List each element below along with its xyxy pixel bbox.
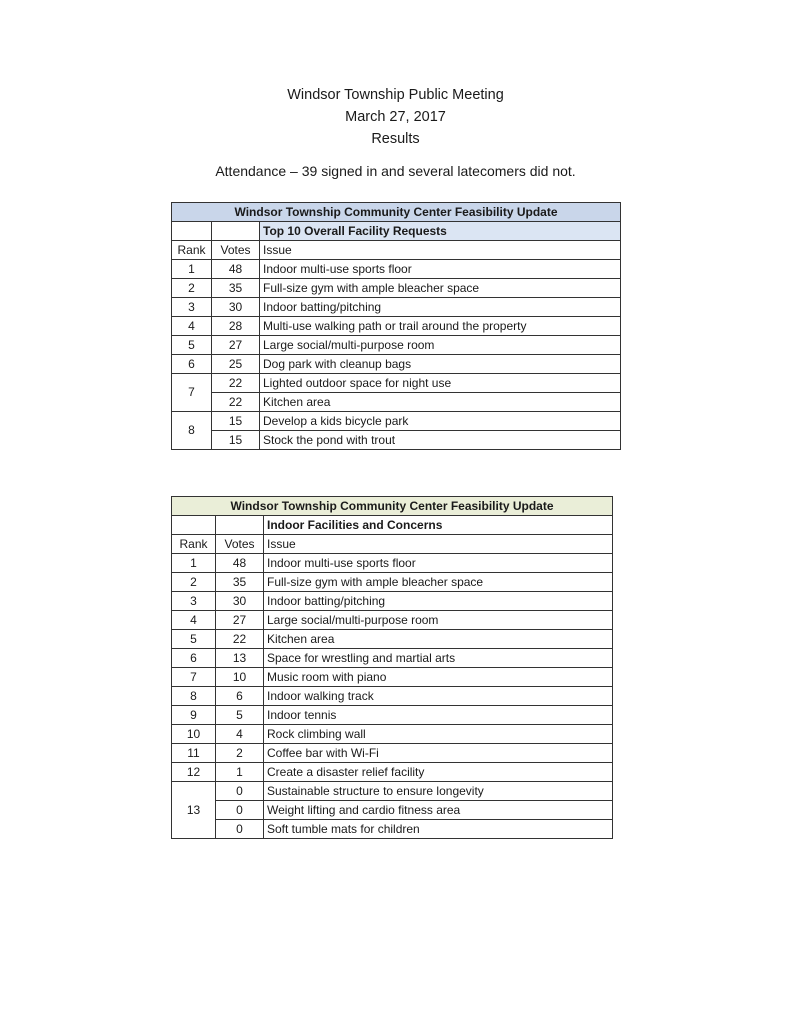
table-row	[172, 744, 613, 763]
issue-cell: Sustainable structure to ensure longevity	[264, 782, 613, 801]
issue-cell: Kitchen area	[260, 393, 621, 412]
table-row	[172, 592, 613, 611]
votes-cell: 0	[216, 801, 264, 820]
table-subtitle-row	[172, 516, 613, 535]
rank-cell: 4	[172, 317, 212, 336]
votes-cell: 2	[216, 744, 264, 763]
votes-cell: 1	[216, 763, 264, 782]
issue-cell: Indoor walking track	[264, 687, 613, 706]
column-header-rank: Rank	[172, 535, 216, 554]
column-header-votes: Votes	[212, 241, 260, 260]
votes-cell: 27	[216, 611, 264, 630]
rank-cell: 7	[172, 668, 216, 687]
rank-cell: 8	[172, 412, 212, 450]
issue-cell: Soft tumble mats for children	[264, 820, 613, 839]
rank-cell: 9	[172, 706, 216, 725]
top-10-requests-table	[171, 202, 621, 450]
issue-cell: Indoor batting/pitching	[260, 298, 621, 317]
table-row	[172, 393, 621, 412]
table-row	[172, 412, 621, 431]
votes-cell: 22	[212, 393, 260, 412]
rank-cell: 1	[172, 554, 216, 573]
table-row	[172, 554, 613, 573]
issue-cell: Large social/multi-purpose room	[264, 611, 613, 630]
votes-cell: 30	[212, 298, 260, 317]
column-header-rank: Rank	[172, 241, 212, 260]
column-header-issue: Issue	[264, 535, 613, 554]
issue-cell: Full-size gym with ample bleacher space	[260, 279, 621, 298]
votes-cell: 10	[216, 668, 264, 687]
table-row	[172, 611, 613, 630]
rank-cell: 13	[172, 782, 216, 839]
issue-cell: Lighted outdoor space for night use	[260, 374, 621, 393]
rank-cell: 5	[172, 336, 212, 355]
table-title-row	[172, 203, 621, 222]
table-row	[172, 706, 613, 725]
issue-cell: Indoor tennis	[264, 706, 613, 725]
rank-cell: 5	[172, 630, 216, 649]
table-subtitle-row	[172, 222, 621, 241]
empty-cell	[172, 222, 212, 241]
rank-cell: 12	[172, 763, 216, 782]
table-row	[172, 573, 613, 592]
issue-cell: Create a disaster relief facility	[264, 763, 613, 782]
issue-cell: Indoor batting/pitching	[264, 592, 613, 611]
votes-cell: 30	[216, 592, 264, 611]
empty-cell	[172, 516, 216, 535]
issue-cell: Music room with piano	[264, 668, 613, 687]
table-header-row	[172, 535, 613, 554]
table-row	[172, 431, 621, 450]
issue-cell: Kitchen area	[264, 630, 613, 649]
column-header-issue: Issue	[260, 241, 621, 260]
issue-cell: Weight lifting and cardio fitness area	[264, 801, 613, 820]
rank-cell: 1	[172, 260, 212, 279]
document-header	[0, 84, 791, 150]
issue-cell: Dog park with cleanup bags	[260, 355, 621, 374]
issue-cell: Multi-use walking path or trail around the property	[260, 317, 621, 336]
rank-cell: 8	[172, 687, 216, 706]
table-title: Windsor Township Community Center Feasibility Update	[172, 497, 613, 516]
rank-cell: 6	[172, 355, 212, 374]
rank-cell: 3	[172, 592, 216, 611]
table-row	[172, 355, 621, 374]
votes-cell: 48	[216, 554, 264, 573]
rank-cell: 3	[172, 298, 212, 317]
issue-cell: Stock the pond with trout	[260, 431, 621, 450]
issue-cell: Develop a kids bicycle park	[260, 412, 621, 431]
votes-cell: 25	[212, 355, 260, 374]
rank-cell: 10	[172, 725, 216, 744]
votes-cell: 6	[216, 687, 264, 706]
meeting-title: Windsor Township Public Meeting	[287, 87, 504, 103]
issue-cell: Indoor multi-use sports floor	[260, 260, 621, 279]
rank-cell: 11	[172, 744, 216, 763]
table-title-row	[172, 497, 613, 516]
issue-cell: Rock climbing wall	[264, 725, 613, 744]
issue-cell: Large social/multi-purpose room	[260, 336, 621, 355]
votes-cell: 5	[216, 706, 264, 725]
rank-cell: 7	[172, 374, 212, 412]
votes-cell: 13	[216, 649, 264, 668]
table-row	[172, 317, 621, 336]
votes-cell: 0	[216, 782, 264, 801]
table-row	[172, 649, 613, 668]
votes-cell: 15	[212, 412, 260, 431]
table-header-row	[172, 241, 621, 260]
table-row	[172, 298, 621, 317]
votes-cell: 4	[216, 725, 264, 744]
votes-cell: 27	[212, 336, 260, 355]
table-row	[172, 336, 621, 355]
table-title: Windsor Township Community Center Feasibility Update	[172, 203, 621, 222]
table-row	[172, 763, 613, 782]
issue-cell: Full-size gym with ample bleacher space	[264, 573, 613, 592]
issue-cell: Coffee bar with Wi-Fi	[264, 744, 613, 763]
empty-cell	[216, 516, 264, 535]
indoor-facilities-table	[171, 496, 613, 839]
column-header-votes: Votes	[216, 535, 264, 554]
rank-cell: 2	[172, 573, 216, 592]
table-row	[172, 782, 613, 801]
empty-cell	[212, 222, 260, 241]
table-row	[172, 687, 613, 706]
rank-cell: 6	[172, 649, 216, 668]
table-subtitle: Top 10 Overall Facility Requests	[260, 222, 621, 241]
issue-cell: Space for wrestling and martial arts	[264, 649, 613, 668]
table-row	[172, 820, 613, 839]
meeting-date: March 27, 2017	[345, 109, 446, 125]
votes-cell: 15	[212, 431, 260, 450]
attendance-note: Attendance – 39 signed in and several latecomers did not.	[215, 163, 576, 179]
table-row	[172, 279, 621, 298]
votes-cell: 35	[216, 573, 264, 592]
votes-cell: 28	[212, 317, 260, 336]
issue-cell: Indoor multi-use sports floor	[264, 554, 613, 573]
table-subtitle: Indoor Facilities and Concerns	[264, 516, 613, 535]
table-row	[172, 668, 613, 687]
results-heading: Results	[371, 131, 420, 147]
votes-cell: 22	[216, 630, 264, 649]
rank-cell: 4	[172, 611, 216, 630]
table-row	[172, 801, 613, 820]
table-row	[172, 260, 621, 279]
votes-cell: 48	[212, 260, 260, 279]
table-row	[172, 725, 613, 744]
rank-cell: 2	[172, 279, 212, 298]
table-row	[172, 374, 621, 393]
votes-cell: 0	[216, 820, 264, 839]
table-row	[172, 630, 613, 649]
votes-cell: 22	[212, 374, 260, 393]
votes-cell: 35	[212, 279, 260, 298]
